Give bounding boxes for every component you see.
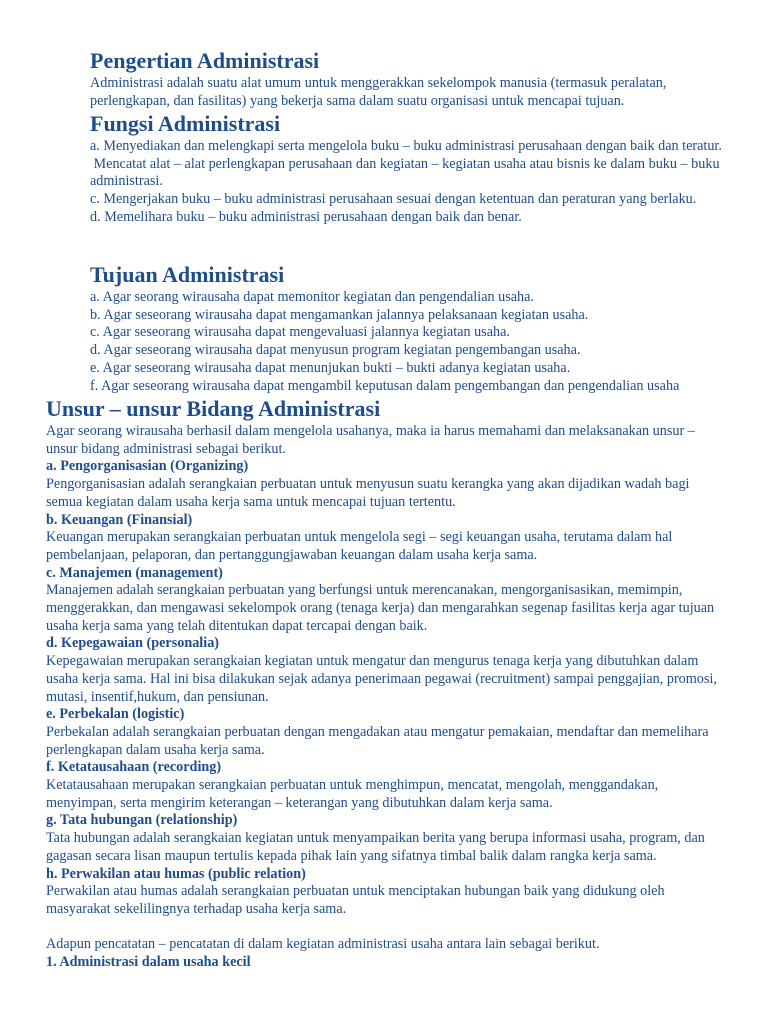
unit-body: Manajemen adalah serangkaian perbuatan yang berfungsi untuk merencanakan, mengorganisasikan, memimpin, menggerakkan, dan mengawasi sekelompok orang (tenaga kerja) dan mengarahkan segenap fasilitas kerja agar tujuan usaha kerja sama yang telah ditentukan dapat tercapai dengan baik. (46, 582, 715, 634)
unit-body: Perbekalan adalah serangkaian perbuatan dengan mengadakan atau mengatur pemakaian, mendaftar dan memelihara perlengkapan dalam usaha kerja sama. (46, 723, 709, 758)
unit-heading: b. Keuangan (Finansial) (46, 511, 193, 528)
unit-body: Perwakilan atau humas adalah serangkaian perbuatan untuk menciptakan hubungan baik yang didukung oleh masyarakat sekelilingnya terhadap usaha kerja sama. (46, 883, 665, 917)
list-item: c. Mengerjakan buku – buku administrasi perusahaan sesuai dengan ketentuan dan peraturan yang berlaku. (90, 191, 697, 208)
unit-heading: a. Pengorganisasian (Organizing) (46, 458, 249, 475)
unit-body: Pengorganisasian adalah serangkaian perbuatan untuk menyusun suatu kerangka yang akan dijadikan wadah bagi semua kegiatan dalam usaha kerja sama untuk mencapai tujuan tertentu. (46, 476, 690, 510)
list-item: e. Agar seseorang wirausaha dapat menunjukan bukti – bukti adanya kegiatan usaha. (90, 359, 571, 376)
unit-heading: e. Perbekalan (logistic) (46, 706, 185, 723)
section-title: Fungsi Administrasi (90, 111, 281, 136)
section-pengertian (90, 50, 730, 110)
section-title: Pengertian Administrasi (90, 48, 320, 73)
list-item: d. Memelihara buku – buku administrasi perusahaan dengan baik dan benar. (90, 208, 522, 225)
list-item: a. Menyediakan dan melengkapi serta mengelola buku – buku administrasi perusahaan dengan baik dan teratur. (90, 138, 722, 154)
section-intro: Agar seorang wirausaha berhasil dalam mengelola usahanya, maka ia harus memahami dan melaksanakan unsur – unsur bidang administrasi sebagai berikut. (46, 423, 695, 457)
closing-paragraph: Adapun pencatatan – pencatatan di dalam kegiatan administrasi usaha antara lain sebagai berikut. (46, 936, 600, 953)
list-item: d. Agar seseorang wirausaha dapat menyusun program kegiatan pengembangan usaha. (90, 342, 581, 359)
unit-heading: f. Ketatausahaan (recording) (46, 759, 222, 776)
section-body: Administrasi adalah suatu alat umum untuk menggerakkan sekelompok manusia (termasuk peralatan, perlengkapan, dan fasilitas) yang bekerja sama dalam suatu organisasi untuk mencapai tujuan. (90, 75, 667, 109)
unit-heading: g. Tata hubungan (relationship) (46, 812, 238, 829)
list-item: Mencatat alat – alat perlengkapan perusahaan dan kegiatan – kegiatan usaha atau bisnis ke dalam buku – buku administrasi. (90, 155, 724, 190)
subheading: 1. Administrasi dalam usaha kecil (46, 954, 251, 971)
section-unsur (46, 398, 726, 972)
unit-body: Keuangan merupakan serangkaian perbuatan untuk mengelola segi – segi keuangan usaha, terutama dalam hal pembelanjaan, pelaporan, dan pertanggungjawaban keuangan dalam usaha kerja sama. (46, 529, 673, 563)
list-item: b. Agar seseorang wirausaha dapat mengamankan jalannya pelaksanaan kegiatan usaha. (90, 306, 589, 323)
unit-body: Tata hubungan adalah serangkaian kegiatan untuk menyampaikan berita yang berupa informasi usaha, program, dan gagasan secara lisan maupun tertulis kepada pihak lain yang sifatnya timbal balik dalam rangka kerja sama. (46, 830, 705, 864)
section-fungsi (90, 113, 730, 227)
list-item: a. Agar seorang wirausaha dapat memonitor kegiatan dan pengendalian usaha. (90, 289, 534, 305)
section-title: Tujuan Administrasi (90, 262, 285, 287)
section-tujuan (90, 264, 730, 395)
unit-body: Ketatausahaan merupakan serangkaian perbuatan untuk menghimpun, mencatat, mengolah, menggandakan, menyimpan, serta mengirim keterangan – keterangan yang dibutuhkan dalam kerja sama. (46, 777, 659, 811)
list-item: f. Agar seseorang wirausaha dapat mengambil keputusan dalam pengembangan dan pengendalian usaha (90, 377, 680, 394)
list-item: c. Agar seseorang wirausaha dapat mengevaluasi jalannya kegiatan usaha. (90, 324, 510, 341)
section-title: Unsur – unsur Bidang Administrasi (46, 396, 381, 421)
unit-heading: d. Kepegawaian (personalia) (46, 635, 220, 652)
unit-heading: h. Perwakilan atau humas (public relation) (46, 865, 306, 882)
unit-heading: c. Manajemen (management) (46, 564, 223, 581)
unit-body: Kepegawaian merupakan serangkaian kegiatan untuk mengatur dan mengurus tenaga kerja yang dibutuhkan dalam usaha kerja sama. Hal ini bisa dilakukan sejak adanya penerimaan pegawai (recruitment) sampai penggajian, promosi, mutasi, insentif,hukum, dan pensiunan. (46, 653, 717, 705)
